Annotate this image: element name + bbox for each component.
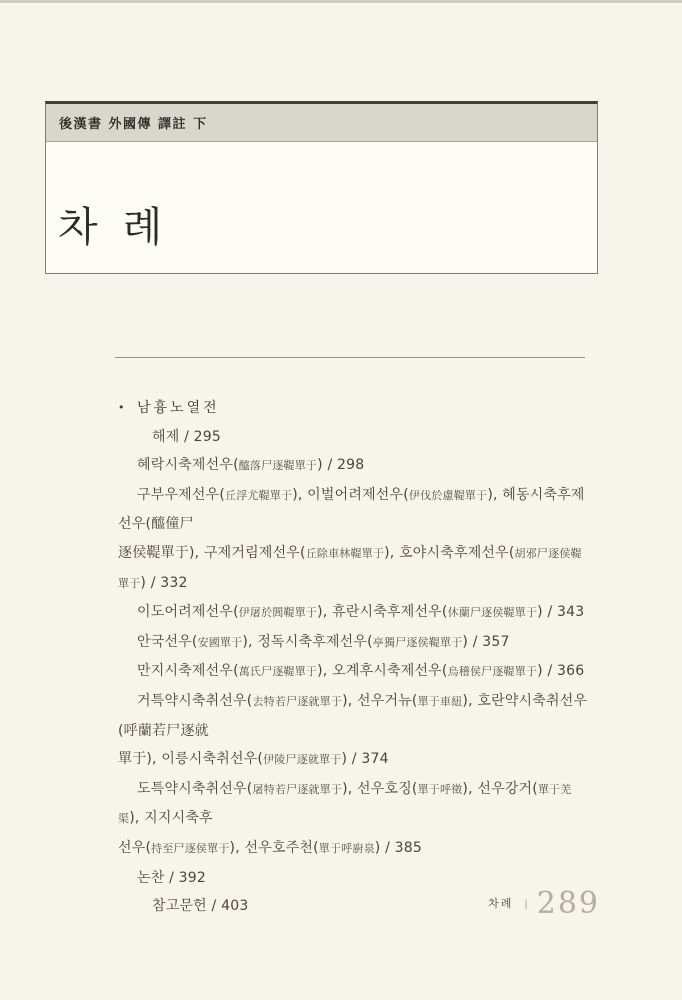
chapter-header-box (45, 101, 598, 274)
footer-separator: | (524, 899, 528, 910)
hanja-annotation: 醯落尸逐鞮單于 (238, 459, 318, 473)
page-footer (390, 886, 600, 932)
table-of-contents (118, 394, 590, 921)
toc-entry (118, 451, 590, 481)
toc-entry-text: 안국선우(安國單于), 정독시축후제선우(亭獨尸逐侯鞮單于) / 357 (137, 633, 510, 650)
hanja-annotation: 烏稽侯尸逐鞮單于 (447, 665, 538, 679)
section-divider (115, 357, 585, 358)
hanja-annotation: 單于呼徵 (417, 782, 463, 796)
bullet-icon: • (118, 401, 125, 414)
hanja-annotation: 亭獨尸逐侯鞮單于 (372, 635, 463, 649)
toc-entry-text: 單于), 이릉시축취선우(伊陵尸逐就單于) / 374 (118, 751, 389, 768)
page-title: 차 례 (58, 203, 169, 251)
hanja-annotation: 單于羌渠 (118, 782, 572, 826)
scan-edge (0, 0, 682, 3)
book-title-bar (46, 104, 597, 142)
hanja-annotation: 丘浮尤鞮單于 (225, 488, 293, 502)
hanja-annotation: 伊伐於慮鞮單于 (408, 488, 488, 502)
footer-section-label: 차례 (488, 897, 514, 910)
toc-entry-text: 논찬 / 392 (137, 869, 206, 886)
toc-entry-text: 도특약시축취선우(屠特若尸逐就單于), 선우호징(單于呼徵), 선우강거(單于羌渠), 지지시축후 (118, 780, 572, 827)
toc-entry (118, 657, 590, 687)
toc-entry-text: 逐侯鞮單于), 구제거림제선우(丘除車林鞮單于), 호야시축후제선우(胡邪尸逐侯鞮單于) / 332 (118, 544, 582, 591)
hanja-annotation: 伊屠於閭鞮單于 (238, 606, 318, 620)
hanja-annotation: 去特若尸逐就單于 (252, 694, 343, 708)
toc-entry-text: 참고문헌 / 403 (152, 898, 249, 915)
toc-entry (118, 423, 590, 452)
hanja-annotation: 安國單于 (197, 635, 243, 649)
section-title: 남흉노열전 (137, 400, 220, 416)
hanja-annotation: 持至尸逐侯單于 (151, 841, 230, 855)
hanja-annotation: 伊陵尸逐就單于 (263, 753, 342, 767)
hanja-annotation: 休蘭尸逐侯鞮單于 (447, 606, 538, 620)
footer-page-number: 289 (536, 886, 600, 921)
toc-entry-text: 구부우제선우(丘浮尤鞮單于), 이벌어려제선우(伊伐於慮鞮單于), 혜동시축후제선우(醯僮尸 (118, 486, 585, 533)
hanja-annotation: 萬氏尸逐鞮單于 (238, 665, 318, 679)
hanja-annotation: 屠特若尸逐就單于 (252, 782, 343, 796)
hanja-annotation: 單于呼廚泉 (318, 841, 375, 855)
toc-entry-text: 이도어려제선우(伊屠於閭鞮單于), 휴란시축후제선우(休蘭尸逐侯鞮單于) / 343 (137, 604, 585, 621)
toc-section-heading (118, 394, 590, 423)
toc-entry (118, 775, 590, 864)
toc-entry (118, 628, 590, 658)
toc-entry (118, 481, 590, 598)
hanja-annotation: 單于車紐 (417, 694, 463, 708)
hanja-annotation: 胡邪尸逐侯鞮單于 (118, 546, 582, 590)
toc-entry (118, 598, 590, 628)
toc-entry-text: 만지시축제선우(萬氏尸逐鞮單于), 오계후시축제선우(烏稽侯尸逐鞮單于) / 366 (137, 663, 585, 680)
toc-entry-text: 선우(持至尸逐侯單于), 선우호주천(單于呼廚泉) / 385 (118, 839, 422, 856)
toc-entry-text: 혜락시축제선우(醯落尸逐鞮單于) / 298 (137, 457, 365, 474)
book-title: 後漢書 外國傳 譯註 下 (59, 117, 208, 132)
hanja-annotation: 丘除車林鞮單于 (305, 546, 385, 560)
toc-entry-text: 거특약시축취선우(去特若尸逐就單于), 선우거뉴(單于車紐), 호란약시축취선우(呼蘭若尸逐就 (118, 692, 588, 739)
toc-entry (118, 687, 590, 775)
toc-entry-text: 해제 / 295 (152, 428, 221, 445)
